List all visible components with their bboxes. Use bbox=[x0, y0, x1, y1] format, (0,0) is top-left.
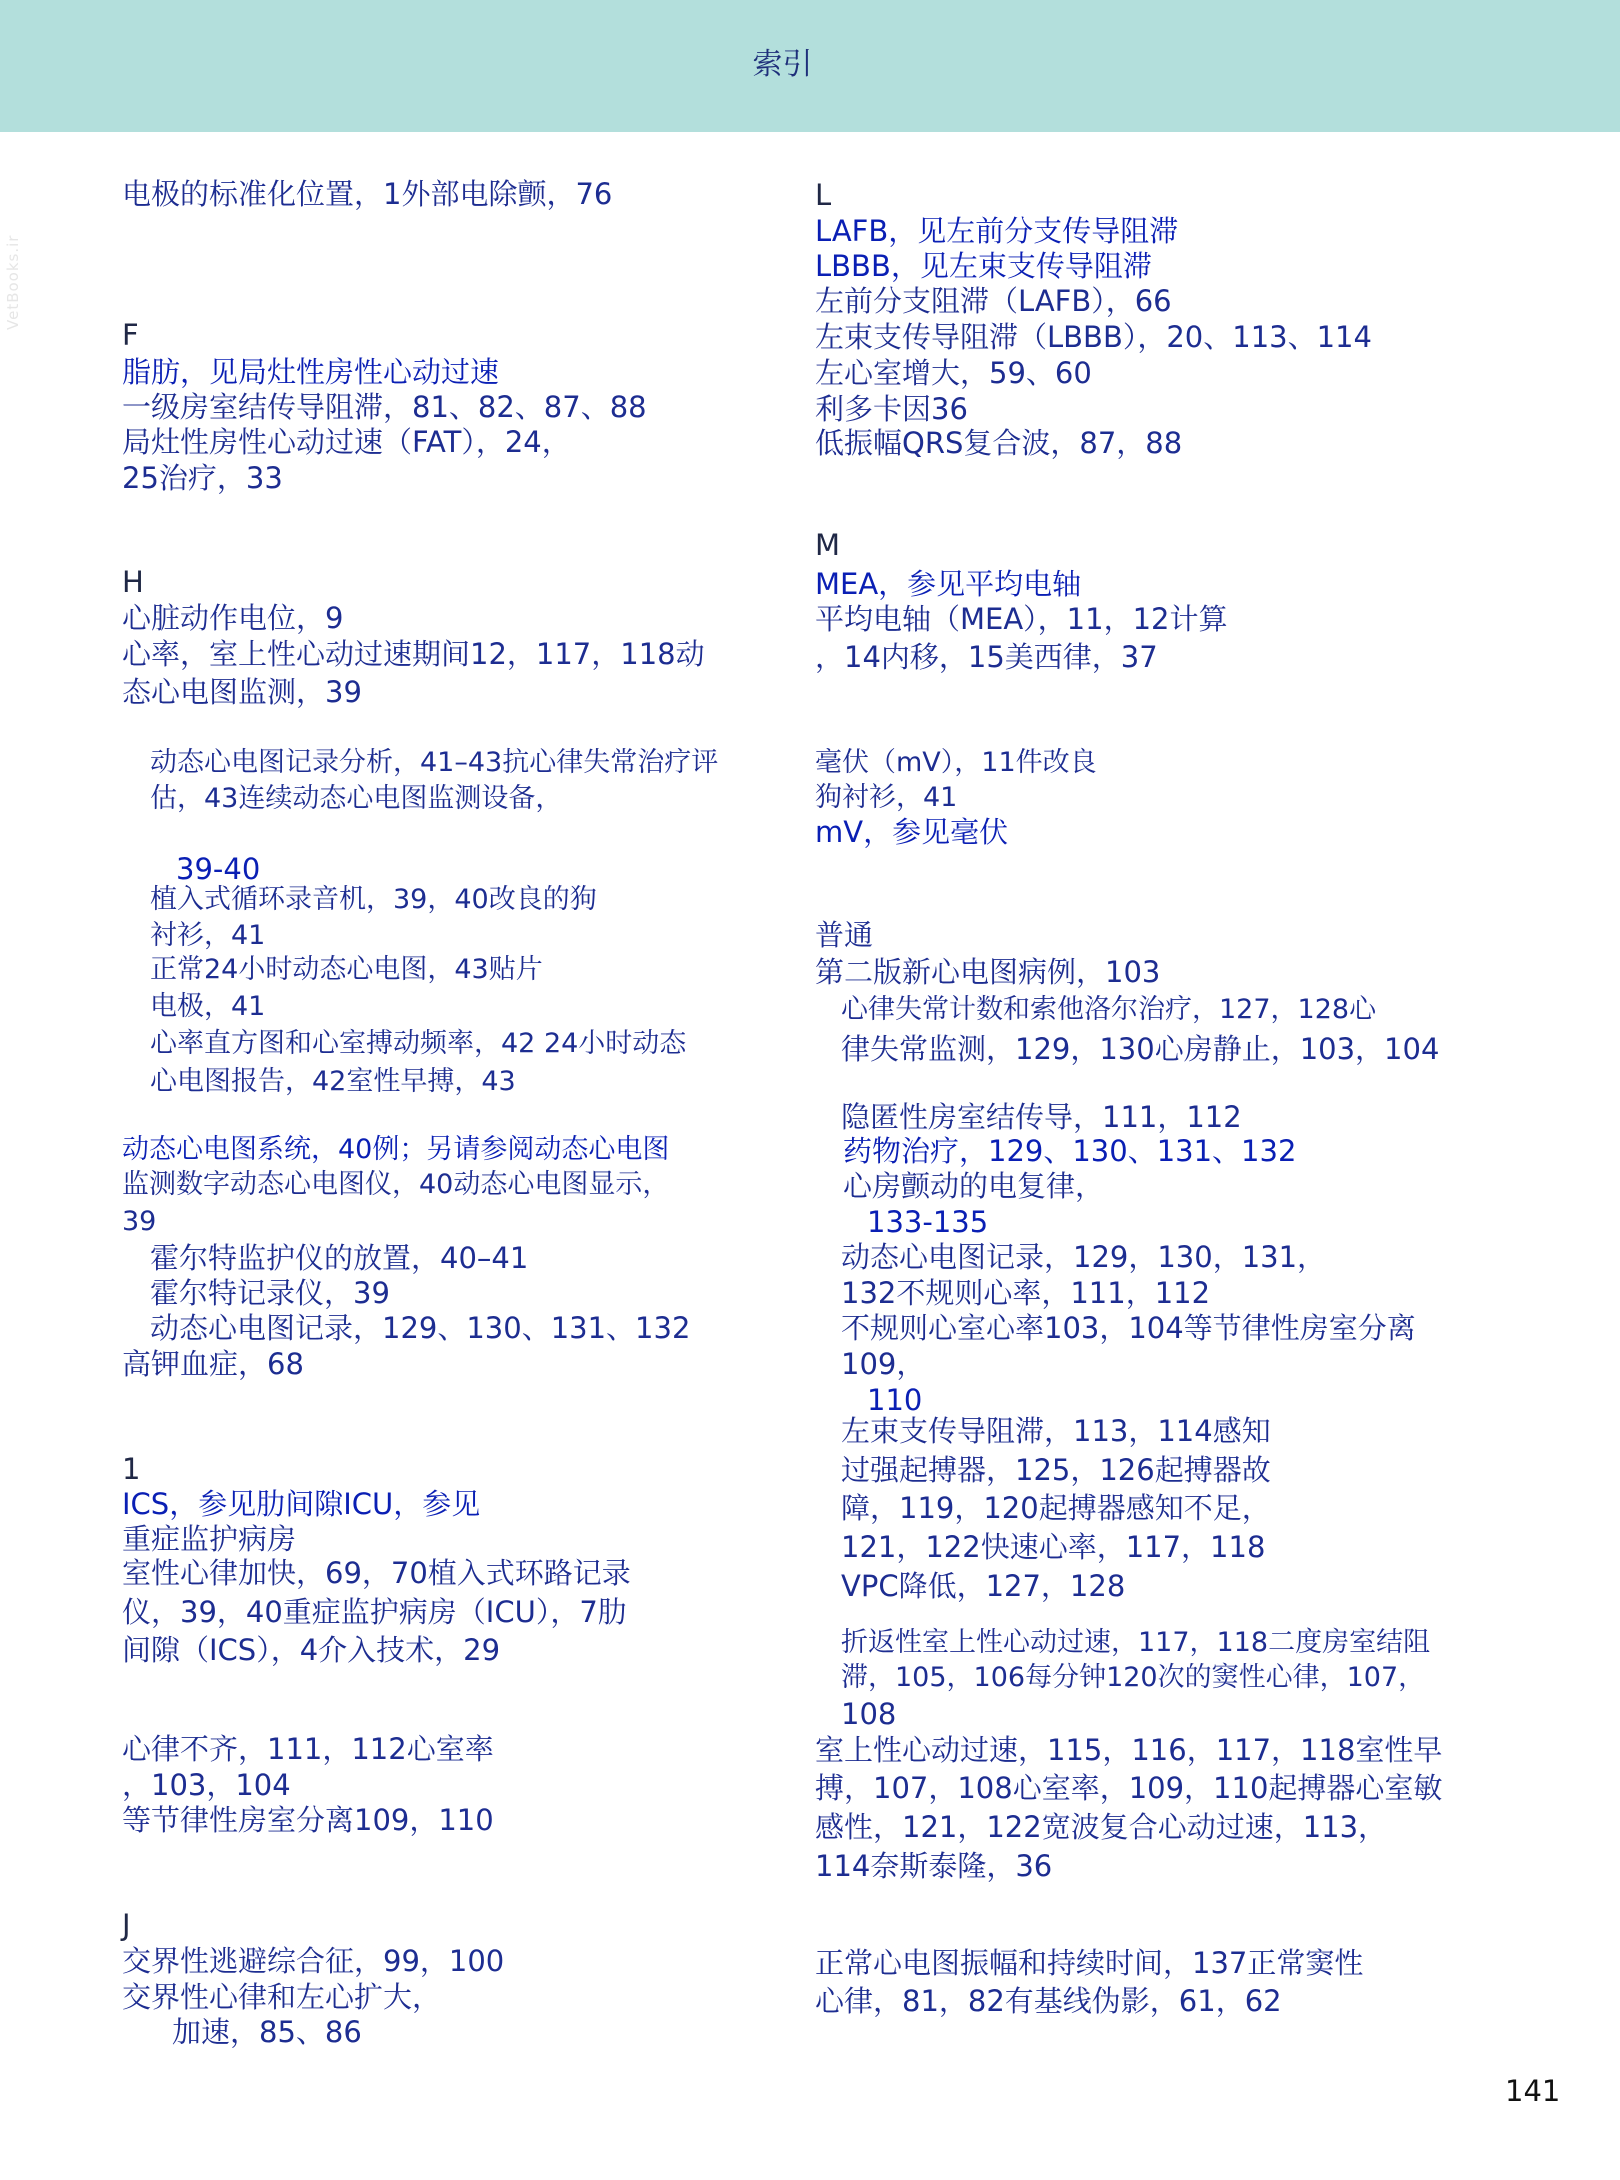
section-letter: 1 bbox=[122, 1452, 141, 1486]
index-entry: MEA，参见平均电轴 bbox=[815, 567, 1082, 601]
index-entry: 25治疗，33 bbox=[122, 461, 283, 495]
index-entry: 平均电轴（MEA），11，12计算 bbox=[815, 602, 1228, 636]
index-entry: 心律失常计数和索他洛尔治疗，127，128心 bbox=[841, 994, 1377, 1025]
index-entry: ，103，104 bbox=[122, 1768, 291, 1802]
index-entry: 高钾血症，68 bbox=[122, 1347, 304, 1381]
index-entry: 狗衬衫，41 bbox=[815, 782, 958, 813]
index-entry: 律失常监测，129，130心房静止，103，104 bbox=[841, 1032, 1440, 1066]
index-entry: 电极的标准化位置，1外部电除颤，76 bbox=[122, 177, 613, 211]
index-entry: 正常24小时动态心电图，43贴片 bbox=[150, 954, 543, 985]
index-entry: 毫伏（mV），11件改良 bbox=[815, 747, 1097, 778]
index-entry: 搏，107，108心室率，109，110起搏器心室敏 bbox=[815, 1771, 1443, 1805]
section-heading: 普通 bbox=[815, 918, 874, 952]
index-entry: 交界性心律和左心扩大， bbox=[122, 1980, 442, 2014]
index-entry: 正常心电图振幅和持续时间，137正常窦性 bbox=[815, 1946, 1364, 1980]
index-entry: 心房颤动的电复律， bbox=[843, 1169, 1105, 1203]
index-entry: 监测数字动态心电图仪，40动态心电图显示， bbox=[122, 1169, 670, 1200]
section-letter: L bbox=[815, 178, 832, 212]
index-entry: 39-40 bbox=[176, 852, 261, 886]
index-entry: 重症监护病房 bbox=[122, 1522, 297, 1556]
index-entry: 植入式循环录音机，39，40改良的狗 bbox=[150, 884, 597, 915]
page-title: 索引 bbox=[752, 47, 813, 82]
index-entry: 心电图报告，42室性早搏，43 bbox=[150, 1066, 516, 1097]
index-entry: 脂肪，见局灶性房性心动过速 bbox=[122, 355, 500, 389]
index-entry: 动态心电图记录，129、130、131、132 bbox=[150, 1311, 691, 1345]
index-entry: 间隙（ICS），4介入技术，29 bbox=[122, 1633, 501, 1667]
index-entry: 低振幅QRS复合波，87，88 bbox=[815, 426, 1183, 460]
index-entry: 障，119，120起搏器感知不足， bbox=[841, 1491, 1271, 1525]
index-entry: 左心室增大，59、60 bbox=[815, 356, 1092, 390]
index-entry: 估，43连续动态心电图监测设备， bbox=[150, 783, 563, 814]
index-entry: 仪，39，40重症监护病房（ICU），7肋 bbox=[122, 1595, 627, 1629]
index-entry: 感性，121，122宽波复合心动过速，113， bbox=[815, 1810, 1388, 1844]
index-entry: 110 bbox=[867, 1383, 923, 1417]
index-entry: 不规则心室心率103，104等节律性房室分离 bbox=[841, 1311, 1416, 1345]
page-number: 141 bbox=[1505, 2074, 1561, 2108]
index-entry: 心律不齐，111，112心室率 bbox=[122, 1732, 494, 1766]
index-entry: 动态心电图记录分析，41–43抗心律失常治疗评 bbox=[150, 747, 719, 778]
index-entry: 交界性逃避综合征，99，100 bbox=[122, 1944, 505, 1978]
index-entry: 室性心律加快，69，70植入式环路记录 bbox=[122, 1556, 631, 1590]
index-entry: 折返性室上性心动过速，117，118二度房室结阻 bbox=[841, 1627, 1431, 1658]
index-entry: 霍尔特记录仪，39 bbox=[150, 1276, 390, 1310]
index-entry: ，14内移，15美西律，37 bbox=[815, 640, 1158, 674]
index-entry: 动态心电图记录，129，130，131， bbox=[841, 1240, 1327, 1274]
section-letter: J bbox=[122, 1908, 131, 1942]
index-entry: 121，122快速心率，117，118 bbox=[841, 1530, 1266, 1564]
index-entry: 左束支传导阻滞，113，114感知 bbox=[841, 1414, 1271, 1448]
index-entry: 滞，105，106每分钟120次的窦性心律，107， bbox=[841, 1662, 1426, 1693]
index-entry: 心率直方图和心室搏动频率，42 24小时动态 bbox=[150, 1028, 687, 1059]
index-entry: 心率，室上性心动过速期间12，117，118动 bbox=[122, 637, 705, 671]
index-entry: 左前分支阻滞（LAFB），66 bbox=[815, 284, 1172, 318]
index-entry: 108 bbox=[841, 1697, 897, 1731]
section-letter: F bbox=[122, 318, 139, 352]
index-entry: 隐匿性房室结传导，111，112 bbox=[841, 1100, 1242, 1134]
section-letter: M bbox=[815, 528, 841, 562]
index-entry: 药物治疗，129、130、131、132 bbox=[843, 1134, 1297, 1168]
index-entry: 态心电图监测，39 bbox=[122, 675, 362, 709]
index-entry: 39 bbox=[122, 1206, 157, 1237]
index-entry: 等节律性房室分离109，110 bbox=[122, 1803, 494, 1837]
index-entry: 第二版新心电图病例，103 bbox=[815, 955, 1161, 989]
index-entry: 衬衫，41 bbox=[150, 920, 266, 951]
index-entry: 132不规则心率，111，112 bbox=[841, 1276, 1211, 1310]
index-entry: 114奈斯泰隆，36 bbox=[815, 1849, 1053, 1883]
index-entry: 加速，85、86 bbox=[172, 2015, 362, 2049]
index-entry: 室上性心动过速，115，116，117，118室性早 bbox=[815, 1733, 1443, 1767]
index-entry: VPC降低，127，128 bbox=[841, 1569, 1126, 1603]
watermark: VetBooks.ir bbox=[4, 234, 22, 330]
index-entry: 左束支传导阻滞（LBBB），20、113、114 bbox=[815, 320, 1372, 354]
index-entry: 霍尔特监护仪的放置，40–41 bbox=[150, 1241, 529, 1275]
index-entry: 过强起搏器，125，126起搏器故 bbox=[841, 1453, 1271, 1487]
index-entry: 局灶性房性心动过速（FAT），24， bbox=[122, 425, 571, 459]
section-letter: H bbox=[122, 565, 144, 599]
index-entry: 电极，41 bbox=[150, 991, 266, 1022]
index-entry: 心律，81，82有基线伪影，61，62 bbox=[815, 1984, 1282, 2018]
index-entry: mV，参见毫伏 bbox=[815, 815, 1009, 849]
index-entry: 一级房室结传导阻滞，81、82、87、88 bbox=[122, 390, 647, 424]
index-entry: LAFB，见左前分支传导阻滞 bbox=[815, 214, 1179, 248]
index-entry: 109， bbox=[841, 1347, 926, 1381]
index-entry: 动态心电图系统，40例；另请参阅动态心电图 bbox=[122, 1134, 670, 1165]
index-entry: 133-135 bbox=[867, 1205, 989, 1239]
index-entry: LBBB，见左束支传导阻滞 bbox=[815, 249, 1152, 283]
index-entry: 心脏动作电位，9 bbox=[122, 601, 344, 635]
index-entry: 利多卡因36 bbox=[815, 392, 968, 426]
index-entry: ICS，参见肋间隙ICU，参见 bbox=[122, 1487, 481, 1521]
